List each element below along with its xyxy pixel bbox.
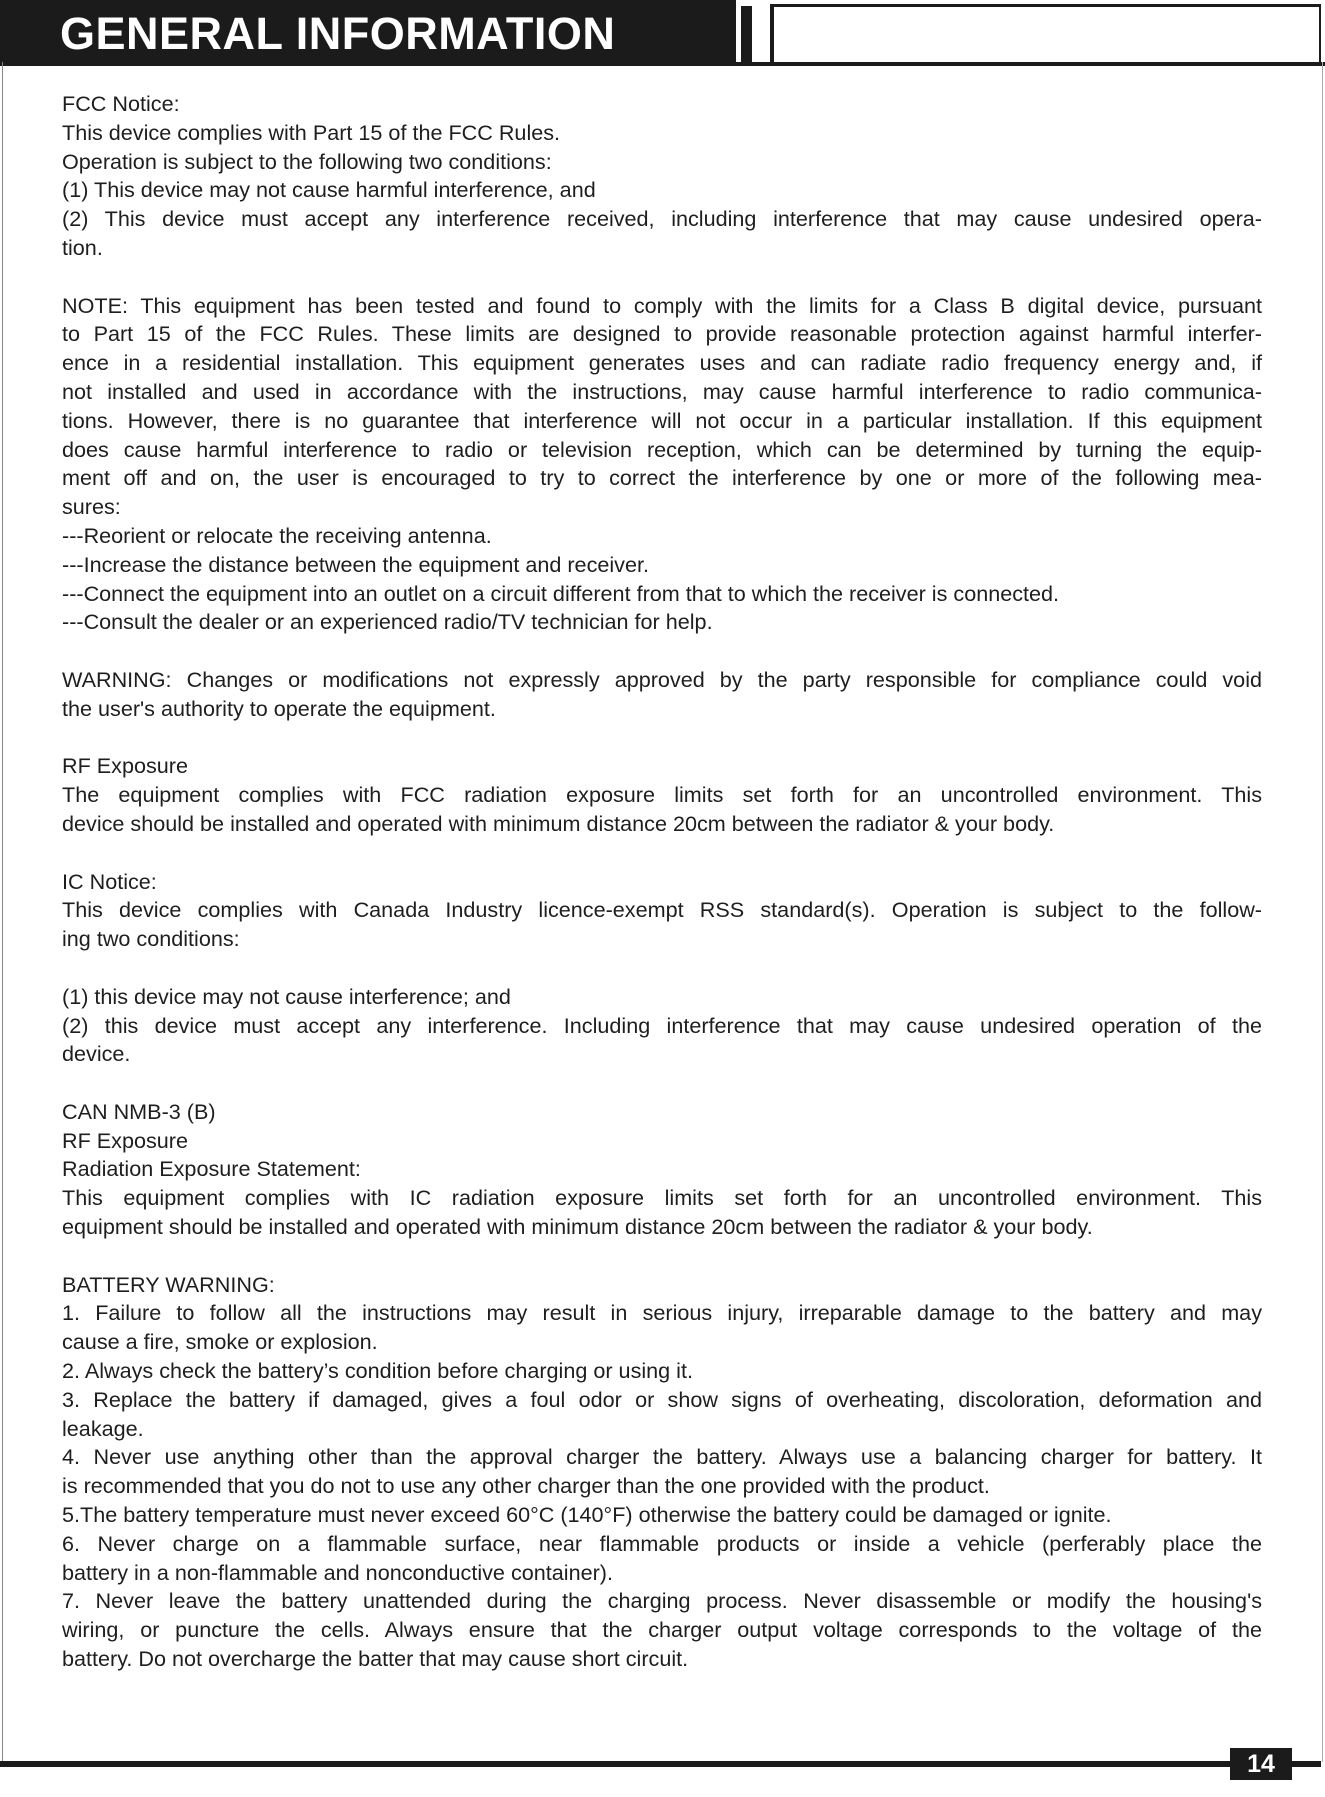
text-line: is recommended that you do not to use any other charger than the one provided with the product. (62, 1473, 990, 1499)
text-line: This device complies with Canada Industry licence-exempt RSS standard(s). Operation is subject to the follow- (62, 897, 1262, 923)
list-item: ---Connect the equipment into an outlet on a circuit different from that to which the receiver is connected. (62, 580, 1060, 606)
text-line: device. (62, 1041, 131, 1067)
text-line: NOTE: This equipment has been tested and found to comply with the limits for a Class B digital device, pursuant (62, 292, 1262, 318)
page-title: GENERAL INFORMATION (60, 8, 616, 59)
text-line: Operation is subject to the following two conditions: (62, 148, 552, 174)
text-line: cause a fire, smoke or explosion. (62, 1329, 378, 1355)
text-line: equipment should be installed and operated with minimum distance 20cm between the radiator & your body. (62, 1214, 1093, 1240)
page-header (0, 0, 1325, 66)
rf-exposure-heading: RF Exposure (62, 1127, 189, 1153)
text-line: 5.The battery temperature must never exceed 60°C (140°F) otherwise the battery could be damaged or ignite. (62, 1502, 1112, 1528)
text-line: (2) This device must accept any interference received, including interference that may cause undesired opera- (62, 206, 1262, 232)
paragraph-gap (62, 263, 1262, 292)
text-line: 6. Never charge on a flammable surface, near flammable products or inside a vehicle (perferably place the (62, 1530, 1262, 1556)
text-line: leakage. (62, 1415, 144, 1441)
page-border-left (2, 62, 3, 1762)
battery-warning-heading: BATTERY WARNING: (62, 1271, 275, 1297)
rf-exposure-heading: RF Exposure (62, 753, 189, 779)
text-line: ing two conditions: (62, 926, 240, 952)
page-number: 14 (1230, 1748, 1292, 1780)
fcc-notice-heading: FCC Notice: (62, 91, 180, 116)
paragraph-gap (62, 839, 1262, 868)
text-line: tion. (62, 234, 103, 260)
rf-exposure-section (62, 752, 1262, 838)
page-border-right (1322, 62, 1323, 1762)
text-line: This equipment complies with IC radiation exposure limits set forth for an uncontrolled environment. This (62, 1185, 1262, 1211)
text-line: the user's authority to operate the equipment. (62, 695, 496, 721)
text-line: ence in a residential installation. This equipment generates uses and can radiate radio frequency energy and, if (62, 350, 1262, 376)
ic-notice-section (62, 868, 1262, 1070)
header-accent-bar (741, 6, 752, 62)
header-outline-box (770, 4, 1321, 66)
battery-warning-section (62, 1271, 1262, 1674)
text-line: battery in a non-flammable and nonconductive container). (62, 1559, 613, 1585)
list-item: ---Reorient or relocate the receiving antenna. (62, 522, 492, 548)
text-line: battery. Do not overcharge the batter that may cause short circuit. (62, 1646, 689, 1672)
text-line: 4. Never use anything other than the approval charger the battery. Always use a balancing charger for battery. It (62, 1444, 1262, 1470)
can-nmb-section (62, 1098, 1262, 1242)
text-line: sures: (62, 494, 121, 520)
text-line: ment off and on, the user is encouraged to try to correct the interference by one or more of the following mea- (62, 465, 1262, 491)
warning-section (62, 666, 1262, 724)
text-line: to Part 15 of the FCC Rules. These limits are designed to provide reasonable protection against harmful interfer- (62, 321, 1262, 347)
fcc-note-section (62, 292, 1262, 638)
paragraph-gap (62, 1242, 1262, 1271)
list-item: ---Consult the dealer or an experienced radio/TV technician for help. (62, 609, 713, 635)
text-line: (1) this device may not cause interference; and (62, 983, 511, 1009)
footer-end-cap (1292, 1761, 1321, 1767)
text-line: wiring, or puncture the cells. Always ensure that the charger output voltage corresponds to the voltage of the (62, 1617, 1262, 1643)
can-nmb-heading: CAN NMB-3 (B) (62, 1098, 216, 1124)
text-line: (1) This device may not cause harmful interference, and (62, 177, 596, 203)
paragraph-gap (62, 724, 1262, 753)
radiation-statement-heading: Radiation Exposure Statement: (62, 1156, 361, 1182)
text-line: The equipment complies with FCC radiation exposure limits set forth for an uncontrolled environment. This (62, 782, 1262, 808)
text-line: WARNING: Changes or modifications not expressly approved by the party responsible for compliance could void (62, 666, 1262, 692)
list-item: ---Increase the distance between the equipment and receiver. (62, 551, 649, 577)
footer-rule (0, 1761, 1230, 1767)
page-content (62, 90, 1262, 1674)
ic-notice-heading: IC Notice: (62, 868, 157, 894)
text-line: This device complies with Part 15 of the FCC Rules. (62, 119, 561, 145)
fcc-notice-section (62, 90, 1262, 263)
text-line: 7. Never leave the battery unattended during the charging process. Never disassemble or modify the housing's (62, 1588, 1262, 1614)
text-line: 3. Replace the battery if damaged, gives a foul odor or show signs of overheating, discoloration, deformation and (62, 1386, 1262, 1412)
text-line: tions. However, there is no guarantee that interference will not occur in a particular installation. If this equipment (62, 407, 1262, 433)
text-line: 1. Failure to follow all the instructions may result in serious injury, irreparable damage to the battery and may (62, 1300, 1262, 1326)
text-line: does cause harmful interference to radio or television reception, which can be determined by turning the equip- (62, 436, 1262, 462)
paragraph-gap (62, 1069, 1262, 1098)
text-line: device should be installed and operated with minimum distance 20cm between the radiator & your body. (62, 810, 1055, 836)
text-line: not installed and used in accordance with the instructions, may cause harmful interference to radio communica- (62, 378, 1262, 404)
paragraph-gap (62, 637, 1262, 666)
header-rule (0, 62, 1325, 66)
text-line: (2) this device must accept any interference. Including interference that may cause undesired operation of the (62, 1012, 1262, 1038)
text-line: 2. Always check the battery’s condition before charging or using it. (62, 1358, 693, 1384)
paragraph-gap (62, 954, 1262, 983)
